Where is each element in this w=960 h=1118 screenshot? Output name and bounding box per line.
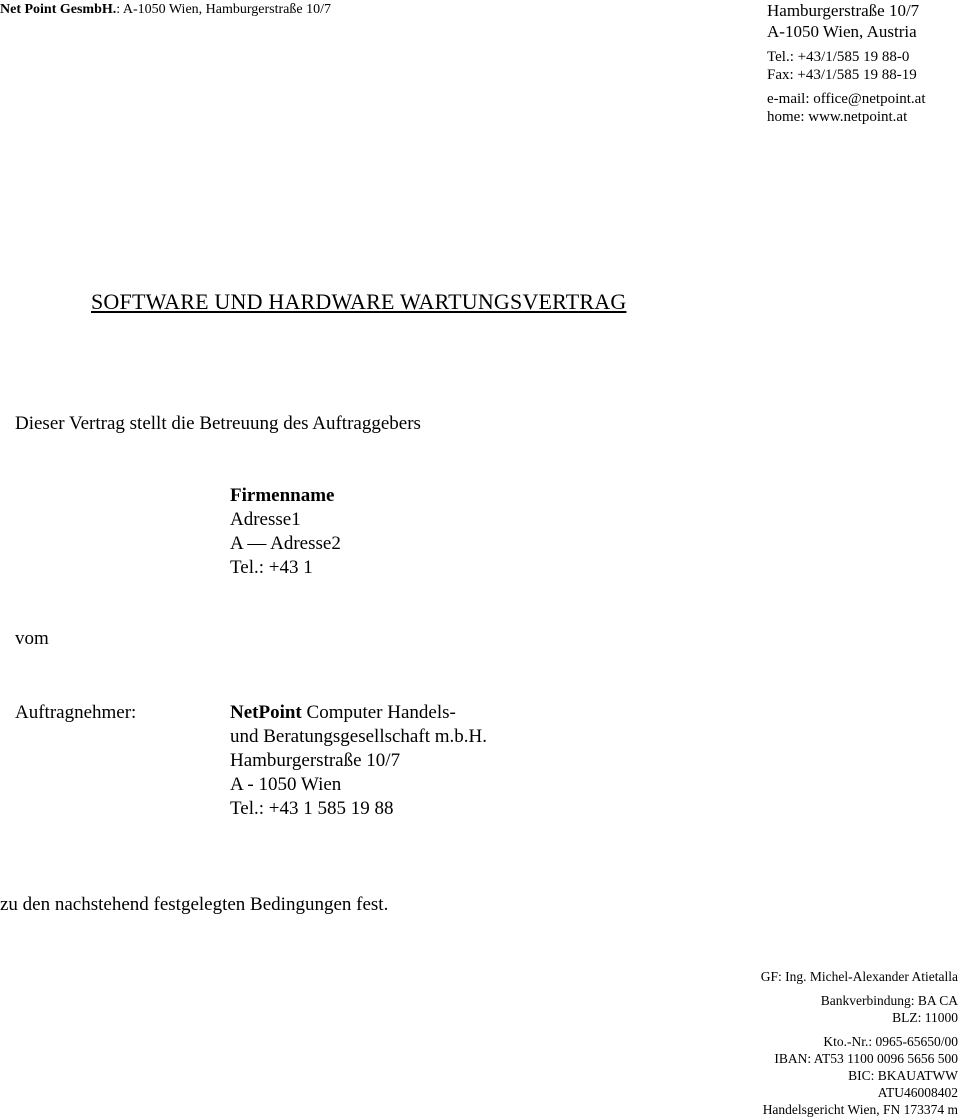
contractor-phone: Tel.: +43 1 585 19 88 [230,798,394,819]
contractor-name-bold: NetPoint [230,702,302,723]
contractor-street: Hamburgerstraße 10/7 [230,750,401,771]
bank-code: BLZ: 11000 [892,1010,958,1025]
phone-number: Tel.: +43/1/585 19 88-0 [767,49,910,65]
client-block [230,484,341,580]
account-number: Kto.-Nr.: 0965-65650/00 [823,1034,958,1049]
vat-id: ATU46008402 [877,1085,958,1100]
closing-sentence: zu den nachstehend festgelegten Bedingungen fest. [0,894,389,915]
address-city: A-1050 Wien, Austria [767,22,917,41]
sender-address: : A-1050 Wien, Hamburgerstraße 10/7 [116,2,331,17]
contractor-block [230,701,487,821]
client-address-1: Adresse1 [230,509,301,530]
sender-company: Net Point GesmbH. [0,2,117,17]
managing-director: GF: Ing. Michel-Alexander Atietalla [760,969,958,984]
document-title: SOFTWARE UND HARDWARE WARTUNGSVERTRAG [91,289,627,314]
contractor-label: Auftragnehmer: [15,702,137,723]
footer-company-info [740,968,958,1118]
sender-line [0,2,331,18]
bic: BIC: BKAUATWW [848,1068,958,1083]
fax-number: Fax: +43/1/585 19 88-19 [767,67,917,83]
address-street: Hamburgerstraße 10/7 [767,1,920,20]
contractor-company-line: und Beratungsgesellschaft m.b.H. [230,726,487,747]
contractor-name-rest: Computer Handels- [301,702,456,723]
vom-label: vom [15,628,49,649]
commercial-register: Handelsgericht Wien, FN 173374 m [762,1102,958,1117]
client-phone: Tel.: +43 1 [230,557,313,578]
email-address: e-mail: office@netpoint.at [767,91,926,107]
intro-sentence: Dieser Vertrag stellt die Betreuung des Auftraggebers [15,413,421,434]
iban: IBAN: AT53 1100 0096 5656 500 [774,1051,958,1066]
client-name: Firmenname [230,485,335,506]
bank-name: Bankverbindung: BA CA [820,993,958,1008]
contractor-city: A - 1050 Wien [230,774,342,795]
letterhead-address-block [767,0,960,126]
homepage-url: home: www.netpoint.at [767,109,908,125]
client-address-2: A — Adresse2 [230,533,341,554]
contractor-name [230,701,487,725]
